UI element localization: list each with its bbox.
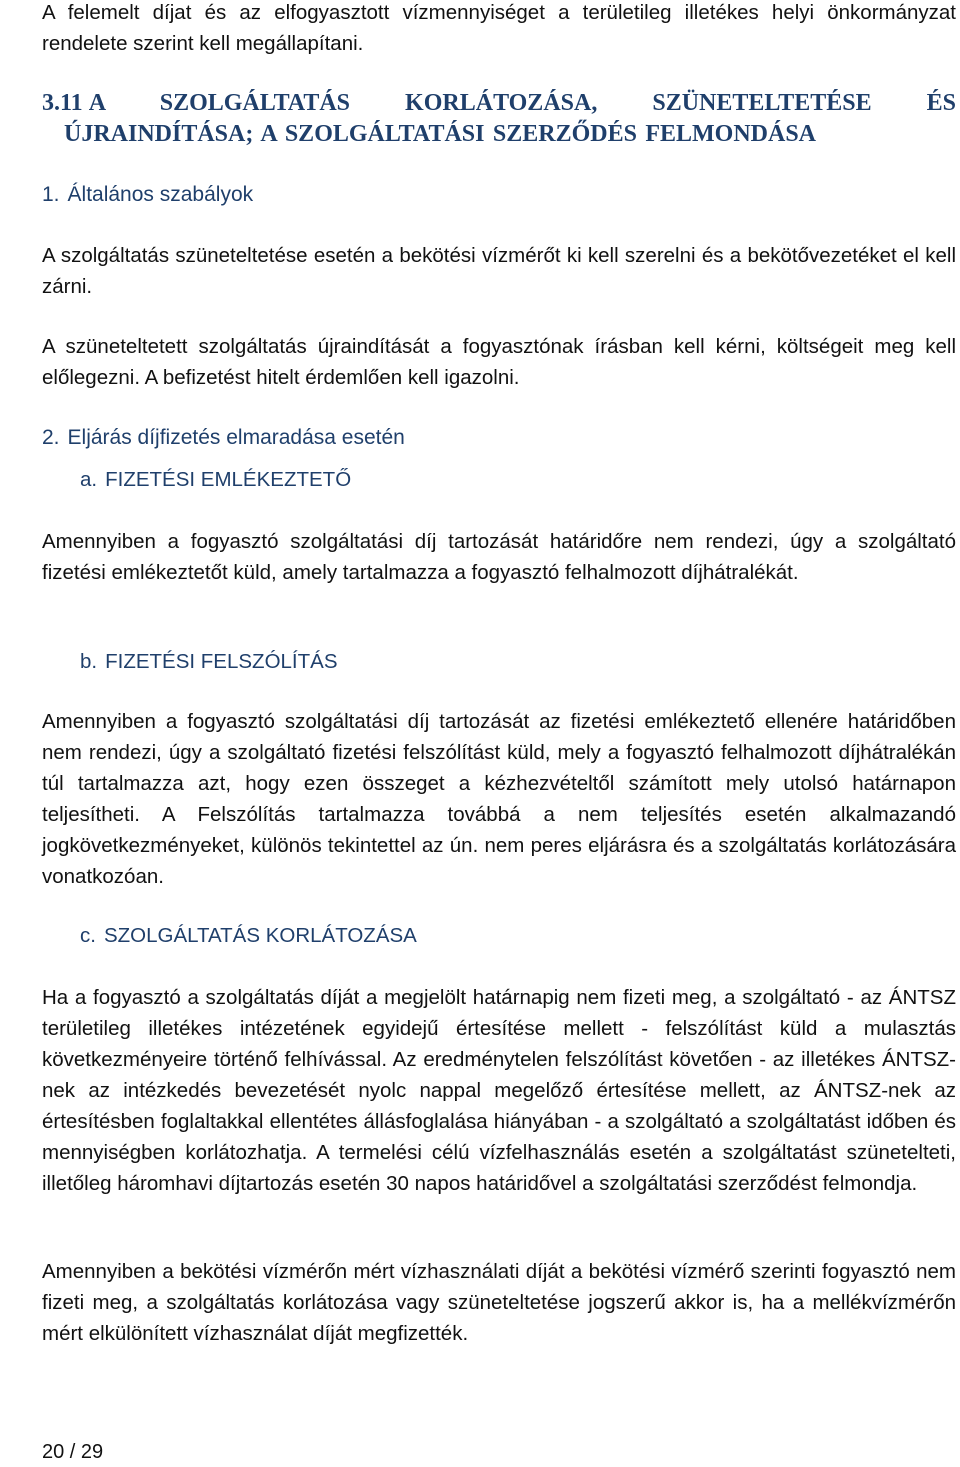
subsection-2-number: 2. — [42, 426, 60, 449]
item-a-letter: a. — [80, 468, 98, 491]
item-c-title: SZOLGÁLTATÁS KORLÁTOZÁSA — [103, 924, 417, 947]
item-a-paragraph: Amennyiben a fogyasztó szolgáltatási díj tartozását határidőre nem rendezi, úgy a szolgáltató fizetési emlékeztetőt küld, amely tartalmazza a fogyasztó felhalmozott díjhátralékát. — [42, 530, 956, 584]
intro-paragraph: A felemelt díjat és az elfogyasztott vízmennyiséget a területileg illetékes helyi önkormányzat rendelete szerint kell megállapítani. — [42, 1, 956, 55]
page-number: 20 / 29 — [42, 1441, 104, 1463]
item-c-heading — [42, 921, 417, 951]
subsection-1-title: Általános szabályok — [67, 183, 254, 206]
item-b-title: FIZETÉSI FELSZÓLÍTÁS — [105, 650, 338, 673]
item-c-letter: c. — [80, 924, 96, 947]
item-a-title: FIZETÉSI EMLÉKEZTETŐ — [105, 468, 352, 491]
section-title: A SZOLGÁLTATÁS KORLÁTOZÁSA, SZÜNETELTETÉSE ÉS ÚJRAINDÍTÁSA; A SZOLGÁLTATÁSI SZERZŐDÉS FELMONDÁSA — [64, 90, 956, 147]
section-heading — [42, 88, 956, 150]
item-b-paragraph: Amennyiben a fogyasztó szolgáltatási díj tartozását az fizetési emlékeztető ellenére határidőben nem rendezi, úgy a szolgáltató fizetési felszólítást küld, mely a fogyasztó felhalmozott díjhátralékán túl tartalmazza azt, hogy ezen összeget a kézhezvételtől számított mely utolsó határnapon teljesítheti. A Felszólítás tartalmazza továbbá a nem teljesítés esetén alkalmazandó jogkövetkezményeket, különös tekintettel az ún. nem peres eljárásra és a szolgáltatás korlátozására vonatkozóan. — [42, 710, 956, 888]
section-number: 3.11 — [42, 90, 83, 116]
item-c-paragraph: Ha a fogyasztó a szolgáltatás díját a megjelölt határnapig nem fizeti meg, a szolgáltató - az ÁNTSZ területileg illetékes intézetének egyidejű értesítése mellett - felszólítást küld a mulasztás következményeire történő felhívással. Az eredménytelen felszólítást követően - az illetékes ÁNTSZ-nek az intézkedés bevezetését nyolc nappal megelőző értesítése mellett, az ÁNTSZ-nek az értesítésben foglaltakkal ellentétes állásfoglalása hiányában - a szolgáltató a szolgáltatást időben és mennyiségben korlátozhatja. A termelési célú vízfelhasználás esetén a szolgáltatást szünetelteti, illetőleg háromhavi díjtartozás esetén 30 napos határidővel a szolgáltatási szerződést felmondja. — [42, 986, 956, 1195]
subsection-1-paragraph: A szüneteltetett szolgáltatás újraindítását a fogyasztónak írásban kell kérni, költségeit meg kell előlegezni. A befizetést hitelt érdemlően kell igazolni. — [42, 335, 956, 389]
item-a-heading — [42, 465, 351, 495]
subsection-1-heading — [42, 180, 253, 210]
item-b-heading — [42, 647, 338, 677]
item-c-extra-paragraph: Amennyiben a bekötési vízmérőn mért vízhasználati díját a bekötési vízmérő szerinti fogyasztó nem fizeti meg, a szolgáltatás korlátozása vagy szüneteltetése jogszerű akkor is, ha a mellékvízmérőn mért elkülönített vízhasználat díját megfizették. — [42, 1260, 956, 1345]
subsection-2-heading — [42, 423, 405, 453]
document-page — [42, 0, 956, 1467]
subsection-1-paragraph: A szolgáltatás szüneteltetése esetén a bekötési vízmérőt ki kell szerelni és a bekötővezetéket el kell zárni. — [42, 244, 956, 298]
item-b-letter: b. — [80, 650, 98, 673]
subsection-2-title: Eljárás díjfizetés elmaradása esetén — [67, 426, 405, 449]
subsection-1-number: 1. — [42, 183, 60, 206]
